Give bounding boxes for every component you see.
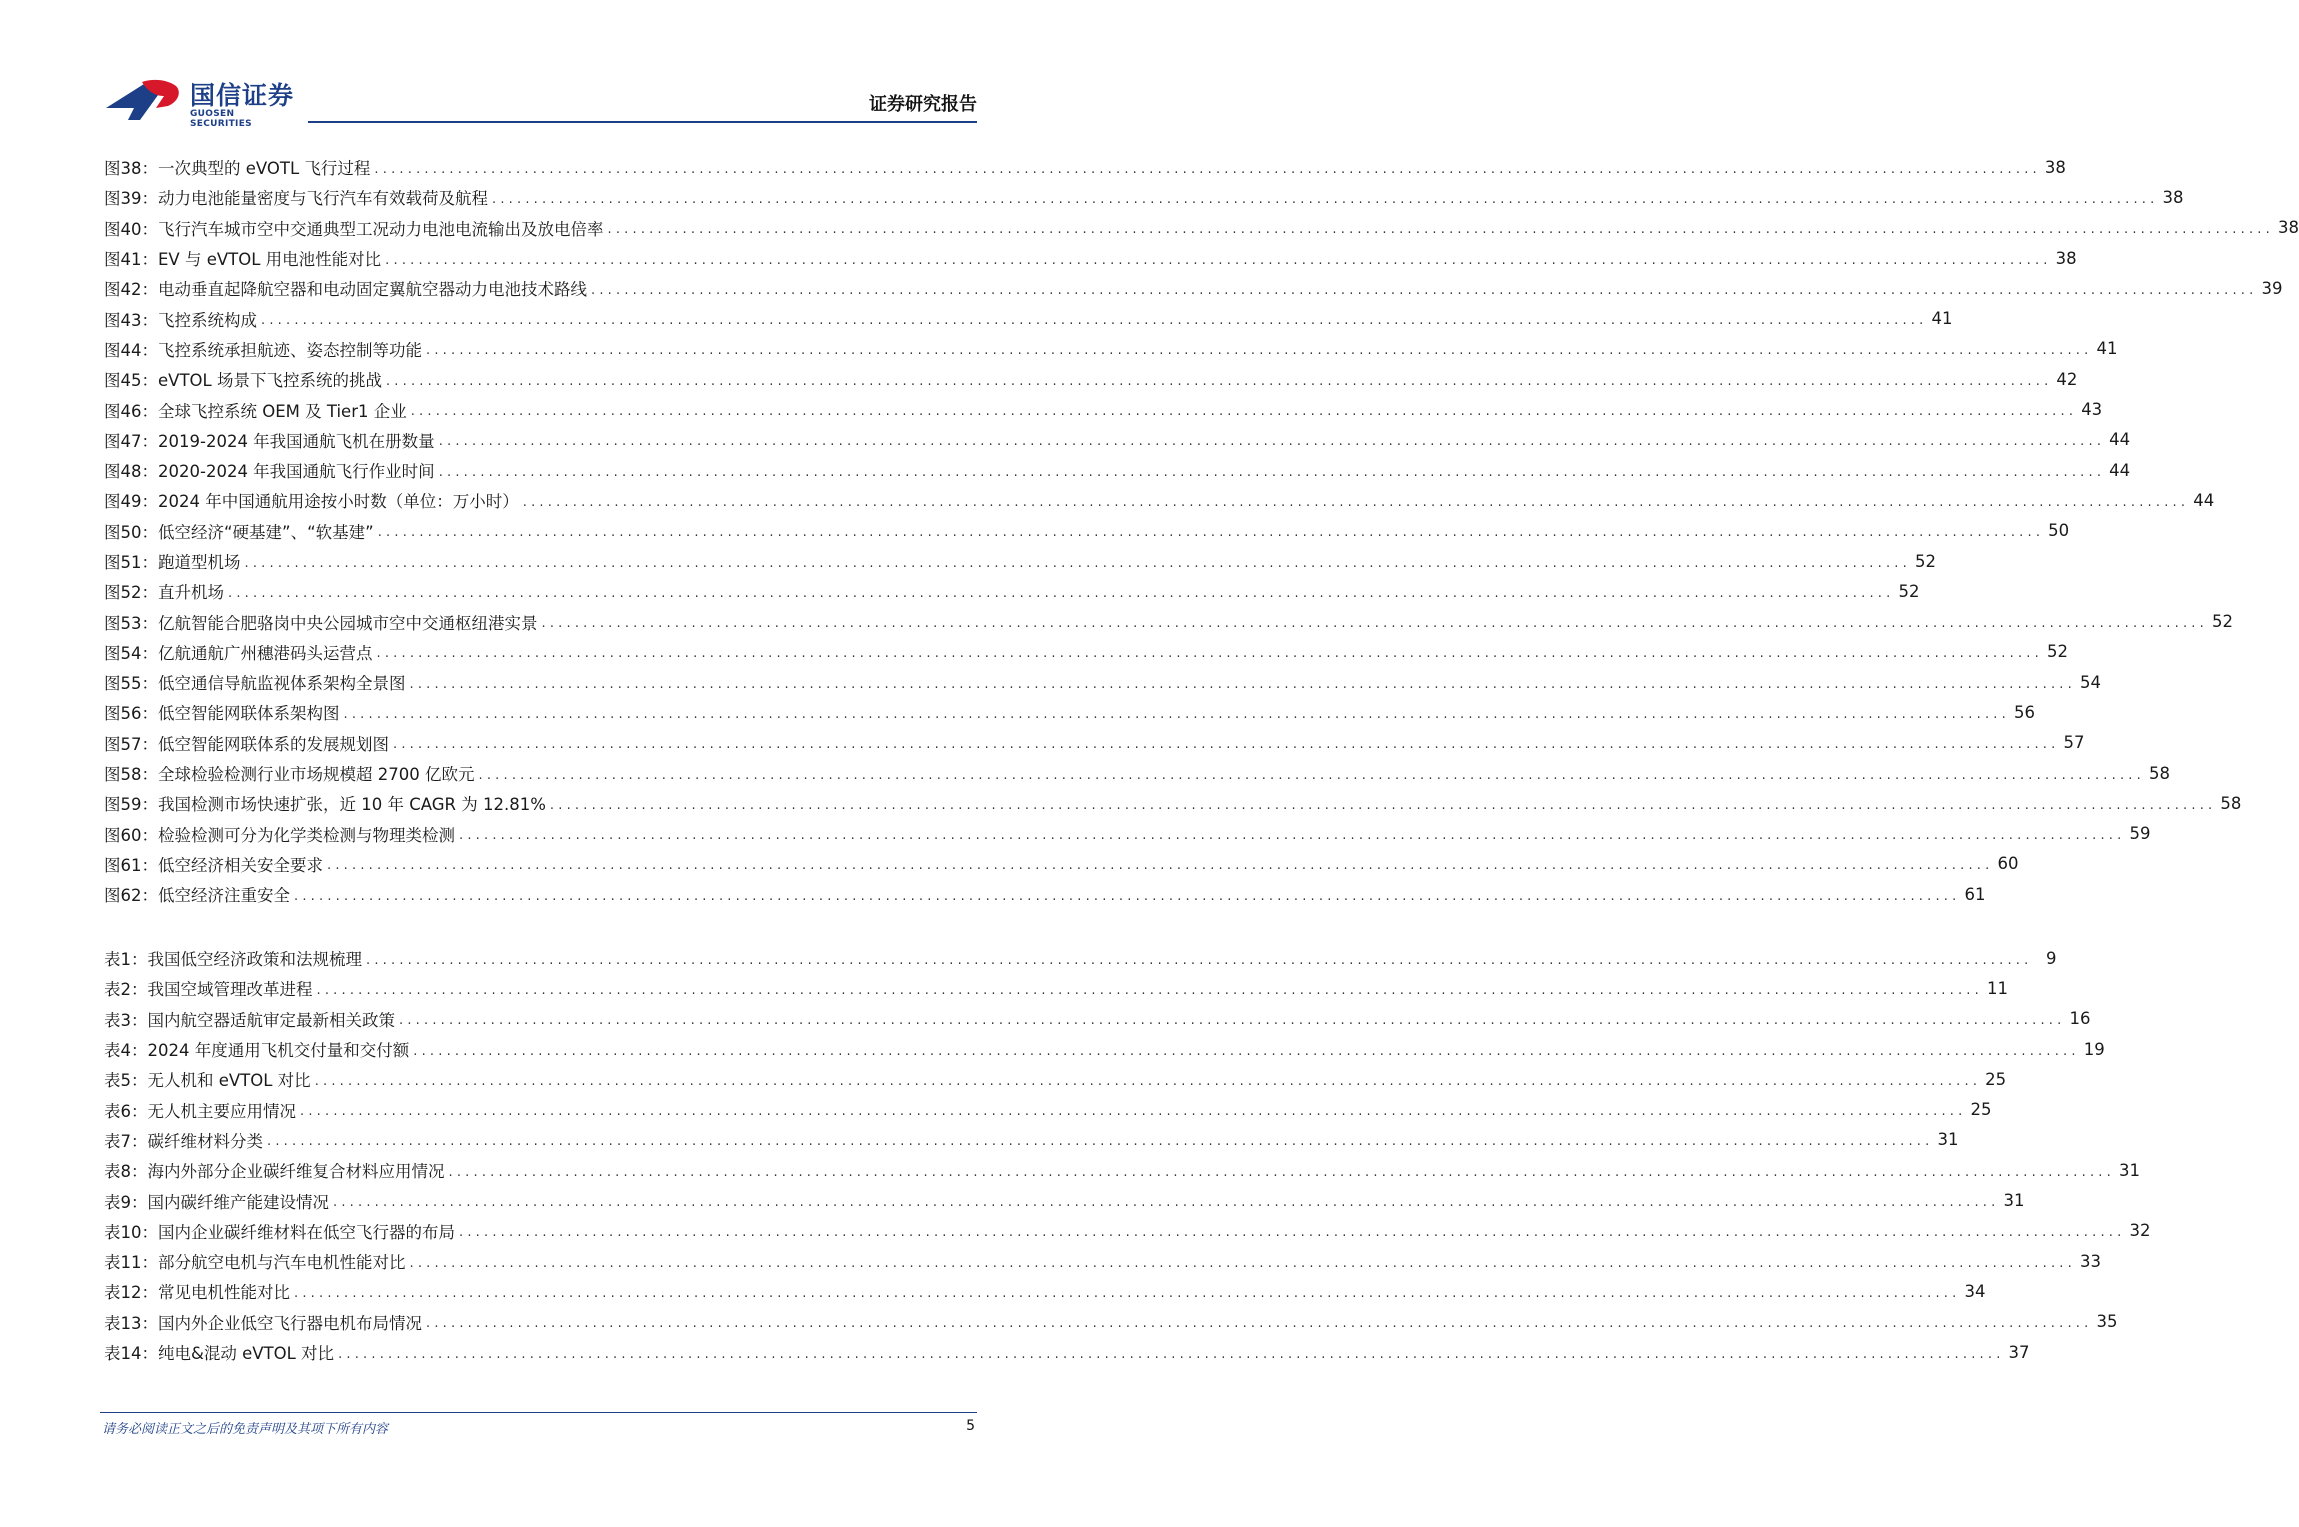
leader-dots: ........................................................................................................................................................................................................: [316, 982, 1983, 998]
leader-dots: ........................................................................................................................................................................................................: [426, 343, 2093, 359]
table-label: 表4：: [104, 1041, 148, 1061]
leader-dots: ........................................................................................................................................................................................................: [399, 1013, 2066, 1029]
figure-page-number: 38: [2055, 248, 2077, 268]
leader-dots: ........................................................................................................................................................................................................: [294, 1285, 1961, 1301]
table-page-number: 16: [2069, 1009, 2091, 1029]
figure-title: 低空智能网联体系的发展规划图: [158, 734, 389, 754]
figure-page-number: 44: [2109, 460, 2131, 480]
figure-entry[interactable]: [104, 576, 1920, 606]
figure-title: 2020-2024 年我国通航飞行作业时间: [158, 462, 435, 482]
leader-dots: ........................................................................................................................................................................................................: [478, 767, 2145, 783]
figure-title: 检验检测可分为化学类检测与物理类检测: [158, 825, 455, 845]
figure-page-number: 58: [2148, 763, 2170, 783]
figure-label: 图52：: [104, 583, 158, 603]
table-label: 表7：: [104, 1131, 148, 1151]
figure-entry[interactable]: [104, 546, 1936, 576]
table-entry[interactable]: [104, 1307, 2118, 1337]
figure-entry[interactable]: [104, 273, 2283, 303]
figure-title: 全球检验检测行业市场规模超 2700 亿欧元: [158, 765, 475, 785]
figure-page-number: 52: [2211, 612, 2233, 632]
figure-entry[interactable]: [104, 152, 2066, 182]
figure-title: 低空经济相关安全要求: [158, 855, 323, 875]
leader-dots: ........................................................................................................................................................................................................: [549, 797, 2217, 813]
table-title: 2024 年度通用飞机交付量和交付额: [147, 1041, 410, 1061]
figure-entry[interactable]: [104, 516, 2070, 546]
table-page-number: 11: [1986, 978, 2008, 998]
figure-label: 图40：: [104, 219, 158, 239]
table-entry[interactable]: [104, 1185, 2025, 1215]
figure-title: 低空通信导航监视体系架构全景图: [158, 674, 406, 694]
table-entry[interactable]: [104, 943, 2057, 973]
figure-label: 图45：: [104, 371, 158, 391]
figure-label: 图41：: [104, 250, 158, 270]
leader-dots: ........................................................................................................................................................................................................: [374, 161, 2041, 177]
table-title: 国内企业碳纤维材料在低空飞行器的布局: [158, 1222, 455, 1242]
figure-title: 全球飞控系统 OEM 及 Tier1 企业: [158, 401, 407, 421]
figure-page-number: 61: [1964, 884, 1986, 904]
leader-dots: ........................................................................................................................................................................................................: [438, 464, 2106, 480]
figure-entry[interactable]: [104, 788, 2242, 818]
table-entry[interactable]: [104, 1125, 1959, 1155]
table-page-number: 31: [1937, 1130, 1959, 1150]
figure-entry[interactable]: [104, 485, 2215, 515]
figure-entry[interactable]: [104, 334, 2118, 364]
table-title: 无人机主要应用情况: [147, 1101, 296, 1121]
figure-label: 图44：: [104, 340, 158, 360]
table-title: 无人机和 eVTOL 对比: [147, 1071, 311, 1091]
leader-dots: ........................................................................................................................................................................................................: [448, 1164, 2115, 1180]
leader-dots: ........................................................................................................................................................................................................: [366, 952, 2033, 968]
table-title: 我国低空经济政策和法规梳理: [147, 950, 362, 970]
leader-dots: ........................................................................................................................................................................................................: [522, 494, 2190, 510]
figure-title: 直升机场: [158, 583, 224, 603]
table-title: 国内航空器适航审定最新相关政策: [147, 1010, 395, 1030]
figure-title: 飞控系统承担航迹、姿态控制等功能: [158, 340, 422, 360]
leader-dots: ........................................................................................................................................................................................................: [426, 1316, 2093, 1332]
leader-dots: ........................................................................................................................................................................................................: [385, 252, 2052, 268]
figure-label: 图58：: [104, 765, 158, 785]
figure-title: 动力电池能量密度与飞行汽车有效载荷及航程: [158, 189, 488, 209]
table-entry[interactable]: [104, 1034, 2105, 1064]
leader-dots: ........................................................................................................................................................................................................: [314, 1073, 1982, 1089]
figure-label: 图49：: [104, 492, 158, 512]
figure-label: 图51：: [104, 553, 158, 572]
figure-title: 低空经济注重安全: [158, 886, 290, 906]
figure-entry[interactable]: [104, 364, 2078, 394]
leader-dots: ........................................................................................................................................................................................................: [333, 1195, 2000, 1211]
table-page-number: 19: [2083, 1039, 2105, 1059]
figure-label: 图61：: [104, 855, 158, 875]
table-page-number: 25: [1970, 1100, 1992, 1120]
figure-page-number: 60: [1997, 854, 2019, 874]
leader-dots: ........................................................................................................................................................................................................: [343, 706, 2010, 722]
figure-title: 飞控系统构成: [158, 310, 257, 330]
figure-label: 图43：: [104, 310, 158, 330]
figure-entry[interactable]: [104, 182, 2184, 212]
figure-label: 图39：: [104, 189, 158, 209]
figure-entry[interactable]: [104, 697, 2035, 727]
figure-page-number: 38: [2044, 157, 2066, 177]
table-title: 我国空域管理改革进程: [147, 980, 313, 1000]
figure-label: 图59：: [104, 795, 158, 815]
figure-title: 跑道型机场: [158, 553, 241, 572]
leader-dots: ........................................................................................................................................................................................................: [244, 555, 1911, 571]
figure-title: 亿航智能合肥骆岗中央公园城市空中交通枢纽港实景: [158, 613, 538, 633]
leader-dots: ........................................................................................................................................................................................................: [409, 1255, 2076, 1271]
table-label: 表6：: [104, 1101, 148, 1121]
figure-title: 2019-2024 年我国通航飞机在册数量: [158, 431, 435, 451]
figure-title: EV 与 eVTOL 用电池性能对比: [158, 250, 382, 270]
leader-dots: ........................................................................................................................................................................................................: [459, 828, 2126, 844]
figure-page-number: 42: [2056, 369, 2078, 389]
figure-title: 飞行汽车城市空中交通典型工况动力电池电流输出及放电倍率: [158, 219, 604, 239]
figure-label: 图42：: [104, 280, 158, 300]
table-entry[interactable]: [104, 1094, 1992, 1124]
table-title: 海内外部分企业碳纤维复合材料应用情况: [147, 1162, 445, 1182]
table-entry[interactable]: [104, 1337, 2030, 1367]
table-label: 表2：: [104, 980, 148, 1000]
table-title: 国内碳纤维产能建设情况: [147, 1192, 329, 1212]
footer-disclaimer: 请务必阅读正文之后的免责声明及其项下所有内容: [102, 1422, 389, 1437]
figure-page-number: 38: [2277, 218, 2299, 238]
figure-page-number: 54: [2079, 672, 2101, 692]
figure-title: 电动垂直起降航空器和电动固定翼航空器动力电池技术路线: [158, 280, 587, 300]
leader-dots: ........................................................................................................................................................................................................: [438, 434, 2106, 450]
figure-label: 图57：: [104, 734, 158, 754]
figure-label: 图46：: [104, 401, 158, 421]
table-label: 表10：: [104, 1222, 158, 1242]
table-page-number: 9: [2045, 948, 2057, 968]
table-label: 表12：: [104, 1283, 158, 1303]
figure-page-number: 58: [2220, 793, 2242, 813]
figure-page-number: 57: [2063, 733, 2085, 753]
figure-label: 图53：: [104, 613, 158, 633]
header-divider: [308, 121, 977, 123]
figure-page-number: 56: [2013, 702, 2035, 722]
leader-dots: ........................................................................................................................................................................................................: [541, 616, 2208, 632]
table-title: 国内外企业低空飞行器电机布局情况: [158, 1313, 422, 1333]
figure-title: 我国检测市场快速扩张，近 10 年 CAGR 为 12.81%: [158, 795, 546, 815]
guosen-logo-mark-icon: [104, 78, 184, 124]
table-page-number: 31: [2118, 1160, 2140, 1180]
table-label: 表5：: [104, 1071, 148, 1091]
figure-label: 图56：: [104, 704, 158, 724]
table-title: 碳纤维材料分类: [147, 1131, 263, 1151]
figure-page-number: 41: [1931, 309, 1953, 329]
table-page-number: 35: [2096, 1312, 2118, 1332]
table-label: 表13：: [104, 1313, 158, 1333]
guosen-logo: [104, 76, 295, 129]
leader-dots: ........................................................................................................................................................................................................: [591, 282, 2258, 298]
report-type-title: 证券研究报告: [869, 94, 977, 115]
figure-label: 图60：: [104, 825, 158, 845]
figure-entry[interactable]: [104, 819, 2151, 849]
figure-label: 图62：: [104, 886, 158, 906]
table-entry[interactable]: [104, 1246, 2101, 1276]
leader-dots: ........................................................................................................................................................................................................: [492, 191, 2159, 207]
table-label: 表14：: [104, 1344, 158, 1363]
table-title: 常见电机性能对比: [158, 1283, 290, 1303]
table-label: 表1：: [104, 950, 148, 970]
leader-dots: ........................................................................................................................................................................................................: [267, 1134, 1934, 1150]
figure-entry[interactable]: [104, 637, 2068, 667]
table-entry[interactable]: [104, 1064, 2007, 1094]
figure-page-number: 38: [2162, 187, 2184, 207]
figure-entry[interactable]: [104, 394, 2103, 424]
table-label: 表3：: [104, 1010, 148, 1030]
table-entry[interactable]: [104, 1155, 2140, 1185]
figure-label: 图55：: [104, 674, 158, 694]
logo-chinese-name: 国信证券: [190, 81, 295, 110]
figure-title: eVTOL 场景下飞控系统的挑战: [158, 371, 382, 391]
figure-title: 2024 年中国通航用途按小时数（单位：万小时）: [158, 492, 519, 512]
figure-entry[interactable]: [104, 303, 1953, 333]
leader-dots: ........................................................................................................................................................................................................: [294, 888, 1961, 904]
figure-entry[interactable]: [104, 758, 2170, 788]
figure-page-number: 52: [1914, 551, 1936, 571]
table-page-number: 25: [1985, 1069, 2007, 1089]
leader-dots: ........................................................................................................................................................................................................: [385, 373, 2053, 389]
figure-entry[interactable]: [104, 425, 2131, 455]
figure-entry[interactable]: [104, 667, 2101, 697]
table-title: 部分航空电机与汽车电机性能对比: [158, 1253, 406, 1273]
figure-label: 图38：: [104, 159, 158, 179]
table-page-number: 31: [2003, 1191, 2025, 1211]
table-list: [104, 943, 2151, 1367]
figure-entry[interactable]: [104, 849, 2019, 879]
figure-page-number: 52: [1898, 581, 1920, 601]
figure-title: 低空智能网联体系架构图: [158, 704, 340, 724]
leader-dots: ........................................................................................................................................................................................................: [338, 1346, 2005, 1362]
figure-page-number: 52: [2046, 642, 2068, 662]
figure-entry[interactable]: [104, 455, 2131, 485]
figure-page-number: 50: [2048, 521, 2070, 541]
table-entry[interactable]: [104, 1276, 1986, 1306]
figure-entry[interactable]: [104, 243, 2077, 273]
figure-label: 图54：: [104, 643, 158, 663]
leader-dots: ........................................................................................................................................................................................................: [300, 1104, 1967, 1120]
table-label: 表11：: [104, 1253, 158, 1273]
table-label: 表8：: [104, 1162, 148, 1182]
table-entry[interactable]: [104, 1004, 2091, 1034]
figure-page-number: 39: [2261, 278, 2283, 298]
page-header: [0, 0, 1080, 130]
figure-page-number: 59: [2129, 824, 2151, 844]
figure-entry[interactable]: [104, 728, 2085, 758]
figure-list: [104, 152, 2299, 909]
leader-dots: ........................................................................................................................................................................................................: [261, 313, 1928, 329]
leader-dots: ........................................................................................................................................................................................................: [228, 585, 1895, 601]
figure-entry[interactable]: [104, 606, 2233, 636]
leader-dots: ........................................................................................................................................................................................................: [393, 737, 2060, 753]
table-entry[interactable]: [104, 1216, 2151, 1246]
table-title: 纯电&混动 eVTOL 对比: [158, 1344, 335, 1363]
figure-label: 图48：: [104, 462, 158, 482]
figure-page-number: 44: [2193, 490, 2215, 510]
figure-entry[interactable]: [104, 213, 2299, 243]
figure-label: 图50：: [104, 522, 158, 542]
figure-page-number: 44: [2109, 430, 2131, 450]
footer-divider: [100, 1412, 977, 1413]
footer-page-number: 5: [966, 1418, 975, 1434]
figure-title: 低空经济“硬基建”、“软基建”: [158, 522, 374, 542]
table-page-number: 34: [1964, 1281, 1986, 1301]
figure-page-number: 41: [2096, 339, 2118, 359]
table-entry[interactable]: [104, 973, 2008, 1003]
figure-title: 亿航通航广州穗港码头运营点: [158, 643, 373, 663]
leader-dots: ........................................................................................................................................................................................................: [327, 858, 1994, 874]
leader-dots: ........................................................................................................................................................................................................: [413, 1043, 2080, 1059]
logo-english-name: GUOSEN SECURITIES: [190, 109, 252, 129]
table-page-number: 37: [2008, 1342, 2030, 1362]
figure-label: 图47：: [104, 431, 158, 451]
table-label: 表9：: [104, 1192, 148, 1212]
leader-dots: ........................................................................................................................................................................................................: [377, 525, 2045, 541]
figure-entry[interactable]: [104, 879, 1986, 909]
table-page-number: 32: [2129, 1221, 2151, 1241]
leader-dots: ........................................................................................................................................................................................................: [607, 222, 2274, 238]
figure-page-number: 43: [2081, 400, 2103, 420]
table-page-number: 33: [2079, 1251, 2101, 1271]
figure-title: 一次典型的 eVOTL 飞行过程: [158, 159, 371, 179]
leader-dots: ........................................................................................................................................................................................................: [409, 676, 2076, 692]
leader-dots: ........................................................................................................................................................................................................: [459, 1225, 2126, 1241]
leader-dots: ........................................................................................................................................................................................................: [376, 646, 2043, 662]
leader-dots: ........................................................................................................................................................................................................: [410, 404, 2078, 420]
